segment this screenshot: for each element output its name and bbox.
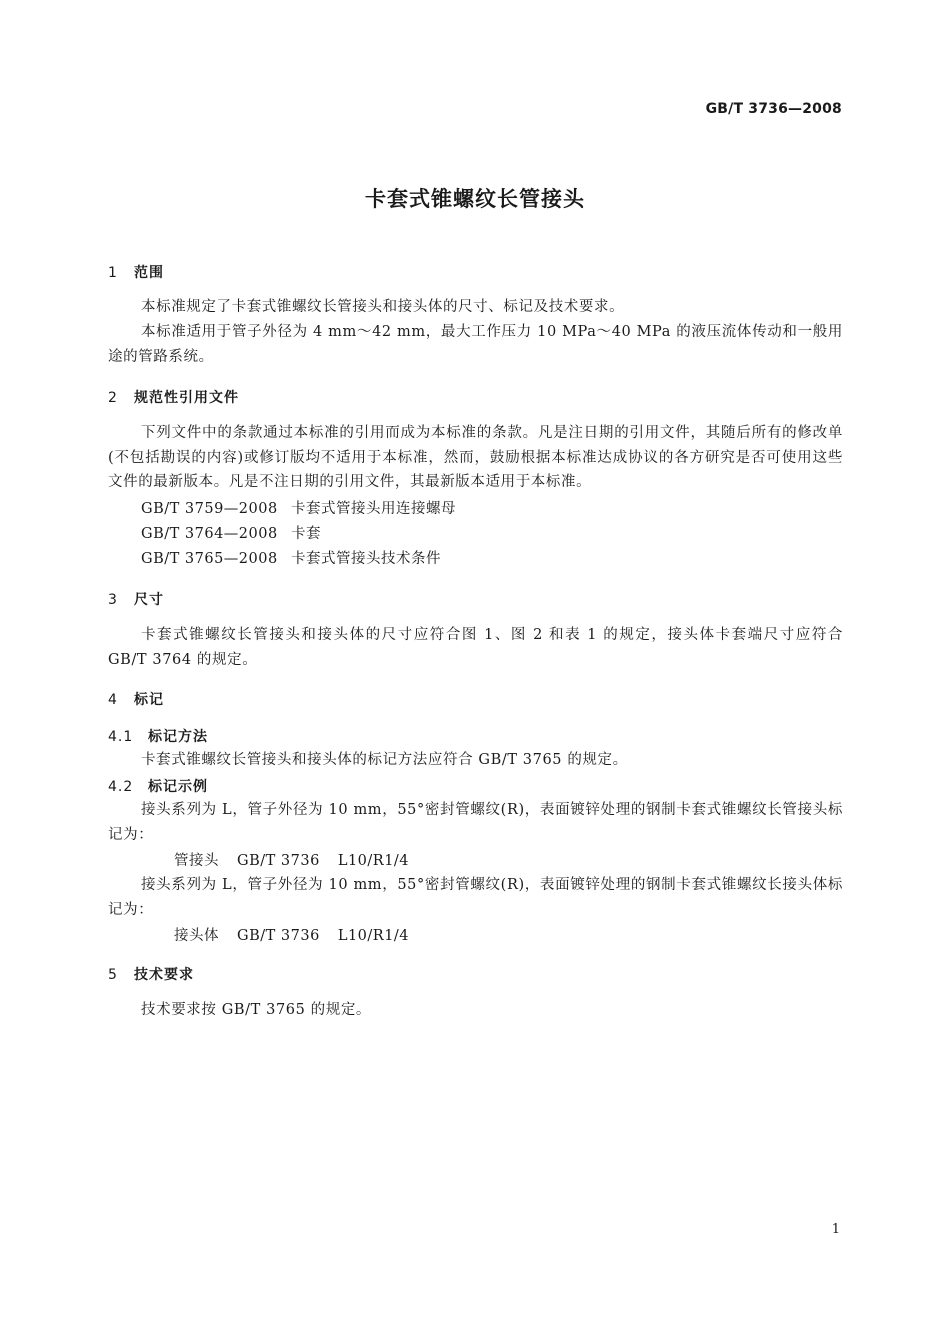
section-number: 5 xyxy=(108,967,118,983)
section-number: 2 xyxy=(108,390,118,406)
section-4-1-heading xyxy=(108,726,208,746)
reference-item xyxy=(141,547,441,568)
section-2-heading xyxy=(108,387,239,407)
section-title: 范围 xyxy=(134,265,164,281)
reference-code: GB/T 3759—2008 xyxy=(141,501,278,517)
section-title: 标记 xyxy=(134,692,164,708)
section-4-2-heading xyxy=(108,776,208,796)
marking-example-1 xyxy=(174,849,427,870)
section-5-heading xyxy=(108,964,194,984)
section-number: 4 xyxy=(108,692,118,708)
section-4-heading xyxy=(108,689,164,709)
section-1-paragraph-1: 本标准规定了卡套式锥螺纹长管接头和接头体的尺寸、标记及技术要求。 xyxy=(141,299,625,315)
marking-code: L10/R1/4 xyxy=(337,853,410,869)
section-3-heading xyxy=(108,589,164,609)
marking-example-2 xyxy=(174,924,427,945)
page-number: 1 xyxy=(831,1222,840,1237)
section-title: 标记方法 xyxy=(148,729,208,745)
reference-item xyxy=(141,522,321,543)
reference-code: GB/T 3765—2008 xyxy=(141,551,278,567)
section-4-1-paragraph-1: 卡套式锥螺纹长管接头和接头体的标记方法应符合 GB/T 3765 的规定。 xyxy=(141,752,628,768)
section-number: 4.2 xyxy=(108,779,134,795)
section-title: 尺寸 xyxy=(134,592,164,608)
section-number: 4.1 xyxy=(108,729,134,745)
section-title: 标记示例 xyxy=(148,779,208,795)
reference-name: 卡套式管接头技术条件 xyxy=(291,551,441,567)
reference-code: GB/T 3764—2008 xyxy=(141,526,278,542)
section-number: 1 xyxy=(108,265,118,281)
section-4-2-paragraph-1: 接头系列为 L，管子外径为 10 mm，55°密封管螺纹(R)，表面镀锌处理的钢制卡套式锥螺纹长管接头标记为： xyxy=(108,802,843,843)
marking-part: 接头体 xyxy=(174,928,219,944)
section-title: 技术要求 xyxy=(134,967,194,983)
section-1-paragraph-2: 本标准适用于管子外径为 4 mm～42 mm，最大工作压力 10 MPa～40 MPa 的液压流体传动和一般用途的管路系统。 xyxy=(108,324,843,365)
marking-standard: GB/T 3736 xyxy=(237,853,320,869)
section-1-heading xyxy=(108,262,164,282)
reference-name: 卡套 xyxy=(291,526,321,542)
marking-standard: GB/T 3736 xyxy=(237,928,320,944)
section-title: 规范性引用文件 xyxy=(134,390,239,406)
section-5-paragraph-1: 技术要求按 GB/T 3765 的规定。 xyxy=(141,1002,372,1018)
document-title: 卡套式锥螺纹长管接头 xyxy=(365,187,585,211)
marking-part: 管接头 xyxy=(174,853,219,869)
reference-name: 卡套式管接头用连接螺母 xyxy=(291,501,456,517)
marking-code: L10/R1/4 xyxy=(337,928,410,944)
section-3-paragraph-1: 卡套式锥螺纹长管接头和接头体的尺寸应符合图 1、图 2 和表 1 的规定，接头体卡套端尺寸应符合 GB/T 3764 的规定。 xyxy=(108,627,843,668)
section-number: 3 xyxy=(108,592,118,608)
section-4-2-paragraph-2: 接头系列为 L，管子外径为 10 mm，55°密封管螺纹(R)，表面镀锌处理的钢制卡套式锥螺纹长接头体标记为： xyxy=(108,877,843,918)
standard-code: GB/T 3736—2008 xyxy=(705,101,842,117)
reference-item xyxy=(141,497,456,518)
section-2-paragraph-1: 下列文件中的条款通过本标准的引用而成为本标准的条款。凡是注日期的引用文件，其随后所有的修改单(不包括勘误的内容)或修订版均不适用于本标准，然而，鼓励根据本标准达成协议的各方研究是否可使用这些文件的最新版本。凡是不注日期的引用文件，其最新版本适用于本标准。 xyxy=(108,425,843,490)
